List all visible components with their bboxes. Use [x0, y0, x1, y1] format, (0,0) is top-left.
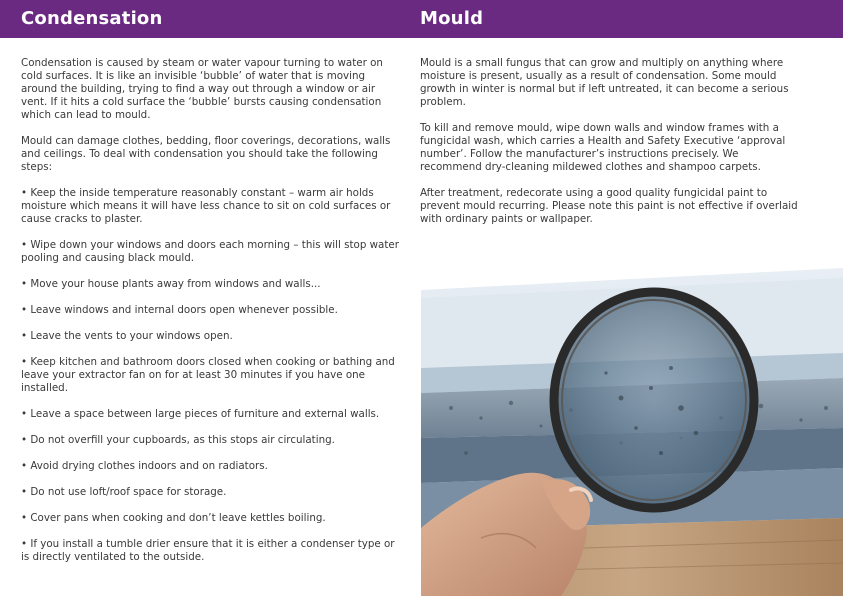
bullet-item: • Do not overfill your cupboards, as this stops air circulating. — [21, 434, 335, 446]
bullet-item: • Leave windows and internal doors open whenever possible. — [21, 304, 338, 316]
bullet-item: • Leave the vents to your windows open. — [21, 330, 233, 342]
bullet-item: • Keep kitchen and bathroom doors closed when cooking or bathing and leave your extractor fan on for at least 30 minutes if you have one installed. — [21, 356, 395, 394]
mould-intro: Mould is a small fungus that can grow and multiply on anything where moisture is present, usually as a result of condensation. Some mould growth in winter is normal but if left untreated, it can become a serious problem. — [420, 57, 789, 108]
condensation-intro: Condensation is caused by steam or water vapour turning to water on cold surfaces. It is like an invisible ‘bubble’ of water that is moving around the building, trying to find a way out through a window or air vent. If it hits a cold surface the ‘bubble’ bursts causing condensation which can lead to mould. — [21, 57, 383, 121]
mould-removal: To kill and remove mould, wipe down walls and window frames with a fungicidal wash, which carries a Health and Safety Executive ‘approval number’. Follow the manufacturer’s instructions precisely. We recommend dry-cleaning mildewed clothes and shampoo carpets. — [420, 122, 786, 173]
bullet-item: • Do not use loft/roof space for storage. — [21, 486, 227, 498]
magnifying-glass-photo — [421, 268, 843, 596]
condensation-column — [21, 57, 403, 577]
window-mould-illustration — [421, 268, 843, 596]
bullet-item: • Keep the inside temperature reasonably constant – warm air holds moisture which means it will have less chance to sit on cold surfaces or cause cracks to plaster. — [21, 187, 391, 225]
mould-redecorate: After treatment, redecorate using a good quality fungicidal paint to prevent mould recurring. Please note this paint is not effective if overlaid with ordinary paints or wallpaper. — [420, 187, 798, 225]
header-bar — [0, 0, 843, 38]
bullet-item: • Cover pans when cooking and don’t leave kettles boiling. — [21, 512, 326, 524]
bullet-item: • Wipe down your windows and doors each morning – this will stop water pooling and causing black mould. — [21, 239, 399, 264]
condensation-steps-intro: Mould can damage clothes, bedding, floor coverings, decorations, walls and ceilings. To deal with condensation you should take the following steps: — [21, 135, 391, 173]
bullet-item: • Avoid drying clothes indoors and on radiators. — [21, 460, 268, 472]
bullet-item: • Leave a space between large pieces of furniture and external walls. — [21, 408, 380, 420]
bullet-item: • Move your house plants away from windows and walls... — [21, 278, 321, 290]
mould-heading: Mould — [420, 8, 484, 29]
condensation-heading: Condensation — [21, 8, 163, 29]
mould-column — [420, 57, 802, 239]
bullet-item: • If you install a tumble drier ensure that it is either a condenser type or is directly ventilated to the outside. — [21, 538, 395, 563]
